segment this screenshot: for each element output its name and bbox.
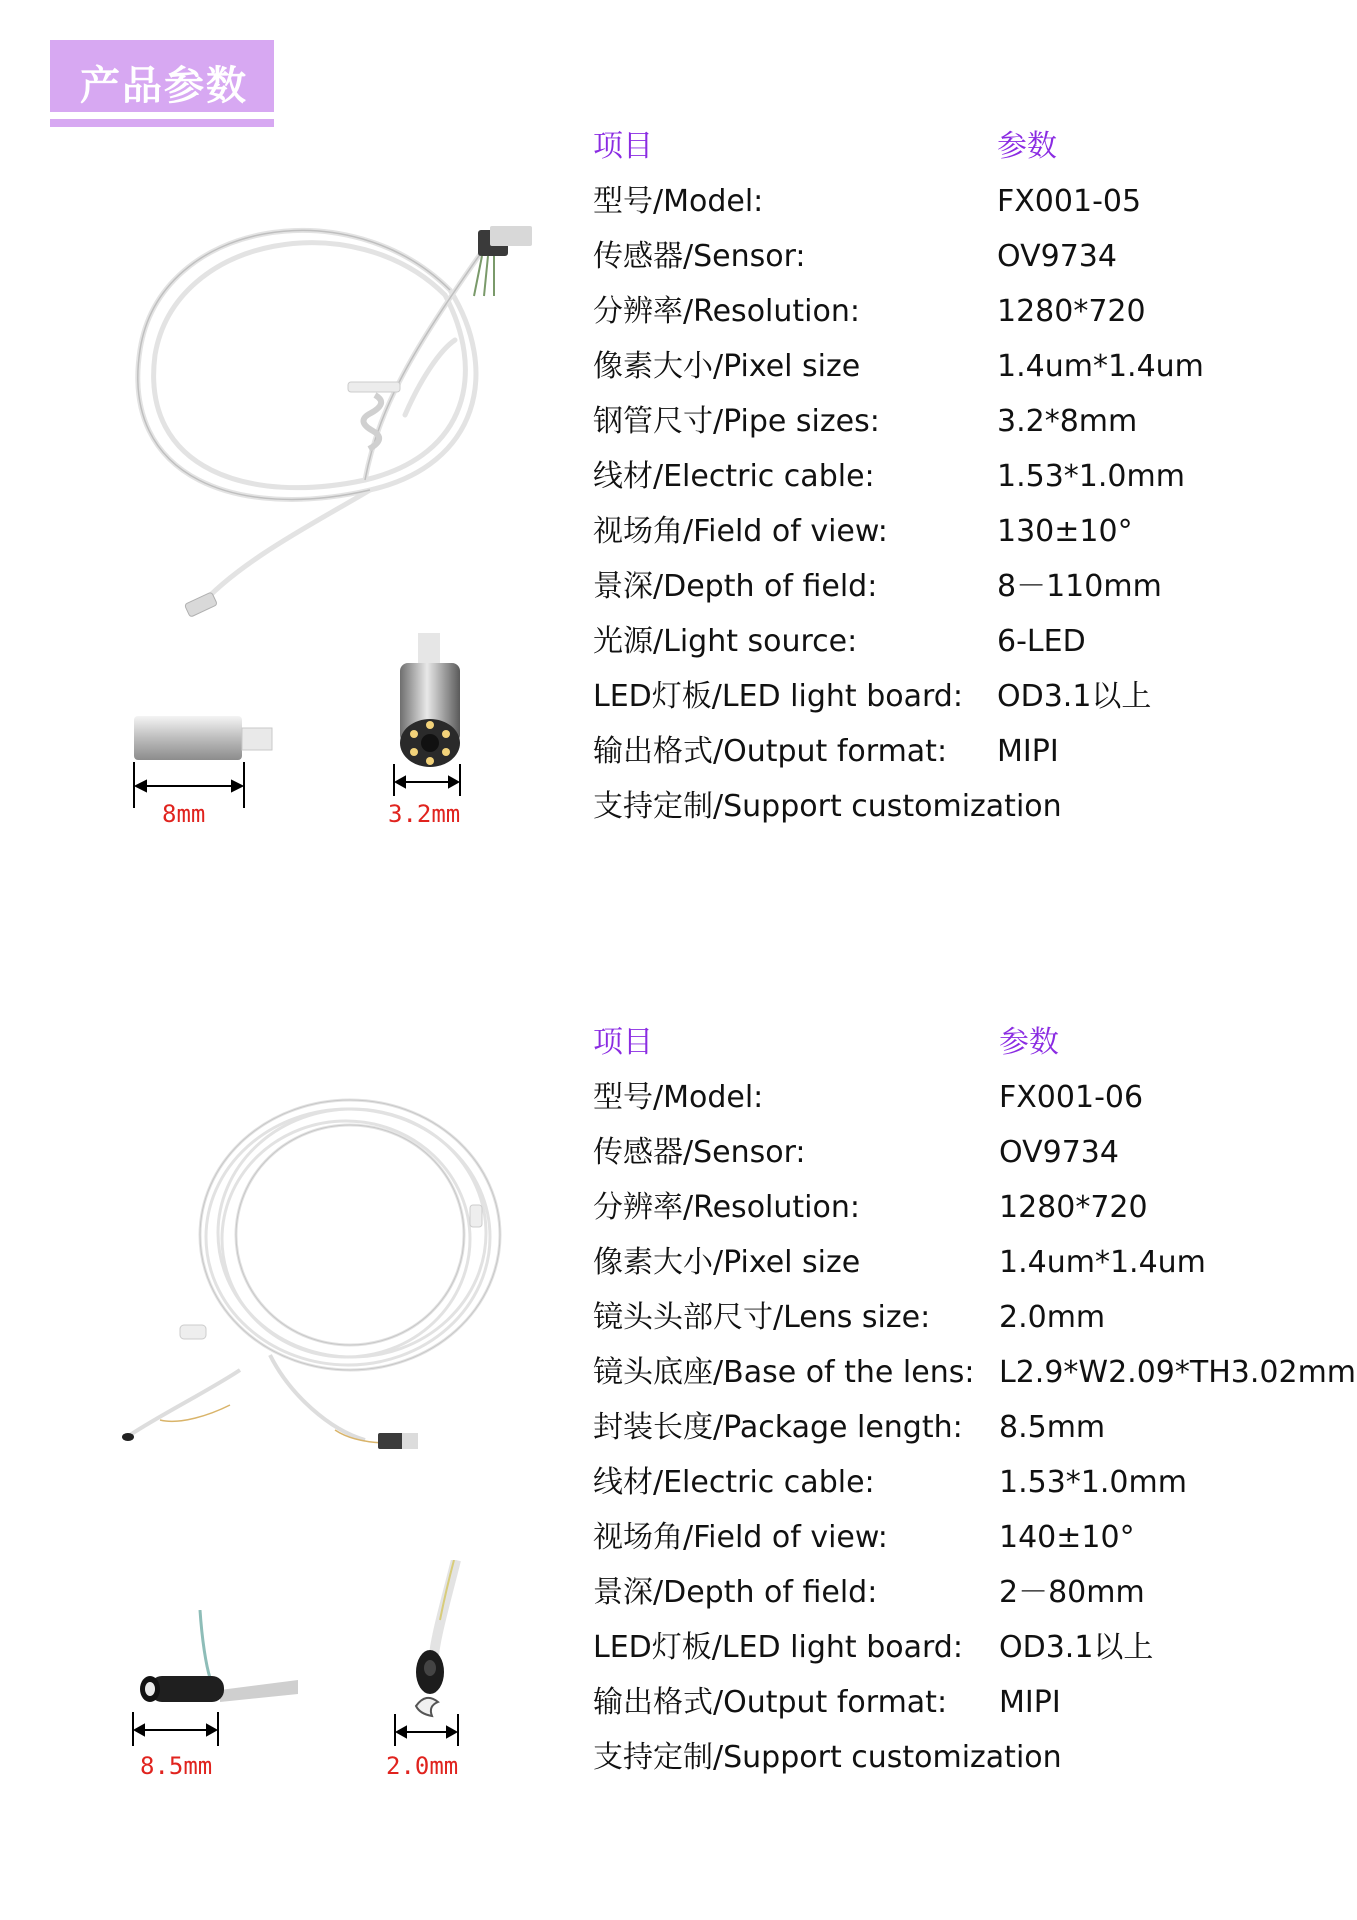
- spec-table-fx001-05: [593, 125, 1353, 840]
- spec-label: 传感器/Sensor:: [593, 1135, 806, 1170]
- spec-label: 分辨率/Resolution:: [593, 1190, 860, 1225]
- table-row: [593, 620, 1353, 675]
- spec-value: 1280*720: [997, 294, 1146, 329]
- table-row: [593, 1076, 1353, 1131]
- spec-value: FX001-06: [999, 1080, 1144, 1115]
- spec-label: 景深/Depth of field:: [593, 1575, 878, 1610]
- spec-label: 输出格式/Output format:: [593, 1685, 948, 1720]
- spec-value: 2.0mm: [999, 1300, 1106, 1335]
- spec-value: 8.5mm: [999, 1410, 1106, 1445]
- header-value: 参数: [999, 1025, 1059, 1060]
- spec-value: 1.53*1.0mm: [997, 459, 1185, 494]
- table-row: [593, 1131, 1353, 1186]
- spec-value: OD3.1以上: [997, 679, 1152, 714]
- spec-value: 6-LED: [997, 624, 1086, 659]
- spec-value: 1.4um*1.4um: [999, 1245, 1206, 1280]
- table-row: [593, 730, 1353, 785]
- spec-value: 130±10°: [997, 514, 1133, 549]
- spec-value: 3.2*8mm: [997, 404, 1138, 439]
- table-row: [593, 290, 1353, 345]
- spec-value: OD3.1以上: [999, 1630, 1154, 1665]
- spec-value: FX001-05: [997, 184, 1142, 219]
- table-row: [593, 235, 1353, 290]
- spec-value: 8－110mm: [997, 569, 1162, 604]
- spec-label: 支持定制/Support customization: [593, 789, 1062, 824]
- table-row: [593, 345, 1353, 400]
- spec-label: 封装长度/Package length:: [593, 1410, 963, 1445]
- spec-value: 1.53*1.0mm: [999, 1465, 1187, 1500]
- table-row: [593, 675, 1353, 730]
- diameter-dimension-label-2: 2.0mm: [386, 1752, 459, 1780]
- spec-table-header: [593, 125, 1353, 180]
- spec-label: 支持定制/Support customization: [593, 1740, 1062, 1775]
- diameter-dimension-label-1: 3.2mm: [388, 800, 461, 828]
- spec-label: 型号/Model:: [593, 184, 764, 219]
- spec-label: 景深/Depth of field:: [593, 569, 878, 604]
- table-row: [593, 510, 1353, 565]
- table-row: [593, 400, 1353, 455]
- spec-label: 镜头头部尺寸/Lens size:: [593, 1300, 931, 1335]
- spec-label: 镜头底座/Base of the lens:: [593, 1355, 975, 1390]
- table-row: [593, 1241, 1353, 1296]
- diameter-dimension-line-2: [392, 1714, 464, 1748]
- spec-value: 140±10°: [999, 1520, 1135, 1555]
- table-row: [593, 785, 1353, 840]
- length-dimension-label-2: 8.5mm: [140, 1752, 213, 1780]
- spec-value: 1.4um*1.4um: [997, 349, 1204, 384]
- table-row: [593, 1406, 1353, 1461]
- table-row: [593, 1571, 1353, 1626]
- header-item: 项目: [593, 1025, 653, 1060]
- spec-value: L2.9*W2.09*TH3.02mm: [999, 1355, 1357, 1390]
- table-row: [593, 1461, 1353, 1516]
- spec-label: 分辨率/Resolution:: [593, 294, 860, 329]
- table-row: [593, 1736, 1353, 1791]
- spec-label: 像素大小/Pixel size: [593, 349, 861, 384]
- spec-value: OV9734: [997, 239, 1117, 274]
- spec-label: 传感器/Sensor:: [593, 239, 806, 274]
- section-title: 产品参数: [80, 63, 248, 109]
- title-underline: [50, 119, 274, 127]
- spec-label: 视场角/Field of view:: [593, 1520, 888, 1555]
- spec-value: 2－80mm: [999, 1575, 1145, 1610]
- cable-coil-image-2: [120, 1085, 520, 1525]
- table-row: [593, 1296, 1353, 1351]
- spec-value: 1280*720: [999, 1190, 1148, 1225]
- spec-value: OV9734: [999, 1135, 1119, 1170]
- spec-label: 像素大小/Pixel size: [593, 1245, 861, 1280]
- spec-label: 型号/Model:: [593, 1080, 764, 1115]
- length-dimension-line-2: [130, 1712, 222, 1748]
- spec-value: MIPI: [997, 734, 1059, 769]
- table-row: [593, 1186, 1353, 1241]
- camera-lens-front-view: [388, 633, 478, 773]
- diameter-dimension-line-1: [390, 764, 470, 798]
- length-dimension-label-1: 8mm: [162, 800, 206, 828]
- table-row: [593, 1626, 1353, 1681]
- spec-label: 光源/Light source:: [593, 624, 858, 659]
- spec-label: LED灯板/LED light board:: [593, 679, 963, 714]
- spec-label: 线材/Electric cable:: [593, 1465, 875, 1500]
- header-value: 参数: [997, 129, 1057, 164]
- camera-lens-front-view-2: [396, 1560, 476, 1720]
- spec-table-fx001-06: [593, 1021, 1357, 1791]
- cable-coil-image-1: [120, 200, 560, 640]
- spec-value: MIPI: [999, 1685, 1061, 1720]
- table-row: [593, 455, 1353, 510]
- spec-label: 输出格式/Output format:: [593, 734, 948, 769]
- table-row: [593, 565, 1353, 620]
- section-title-badge: [50, 40, 274, 112]
- table-row: [593, 1516, 1353, 1571]
- table-row: [593, 180, 1353, 235]
- table-row: [593, 1351, 1357, 1406]
- header-item: 项目: [593, 129, 653, 164]
- spec-label: LED灯板/LED light board:: [593, 1630, 963, 1665]
- spec-label: 视场角/Field of view:: [593, 514, 888, 549]
- spec-label: 线材/Electric cable:: [593, 459, 875, 494]
- table-row: [593, 1681, 1353, 1736]
- spec-table-header: [593, 1021, 1353, 1076]
- camera-module-side-view-2: [130, 1610, 300, 1720]
- spec-label: 钢管尺寸/Pipe sizes:: [593, 404, 880, 439]
